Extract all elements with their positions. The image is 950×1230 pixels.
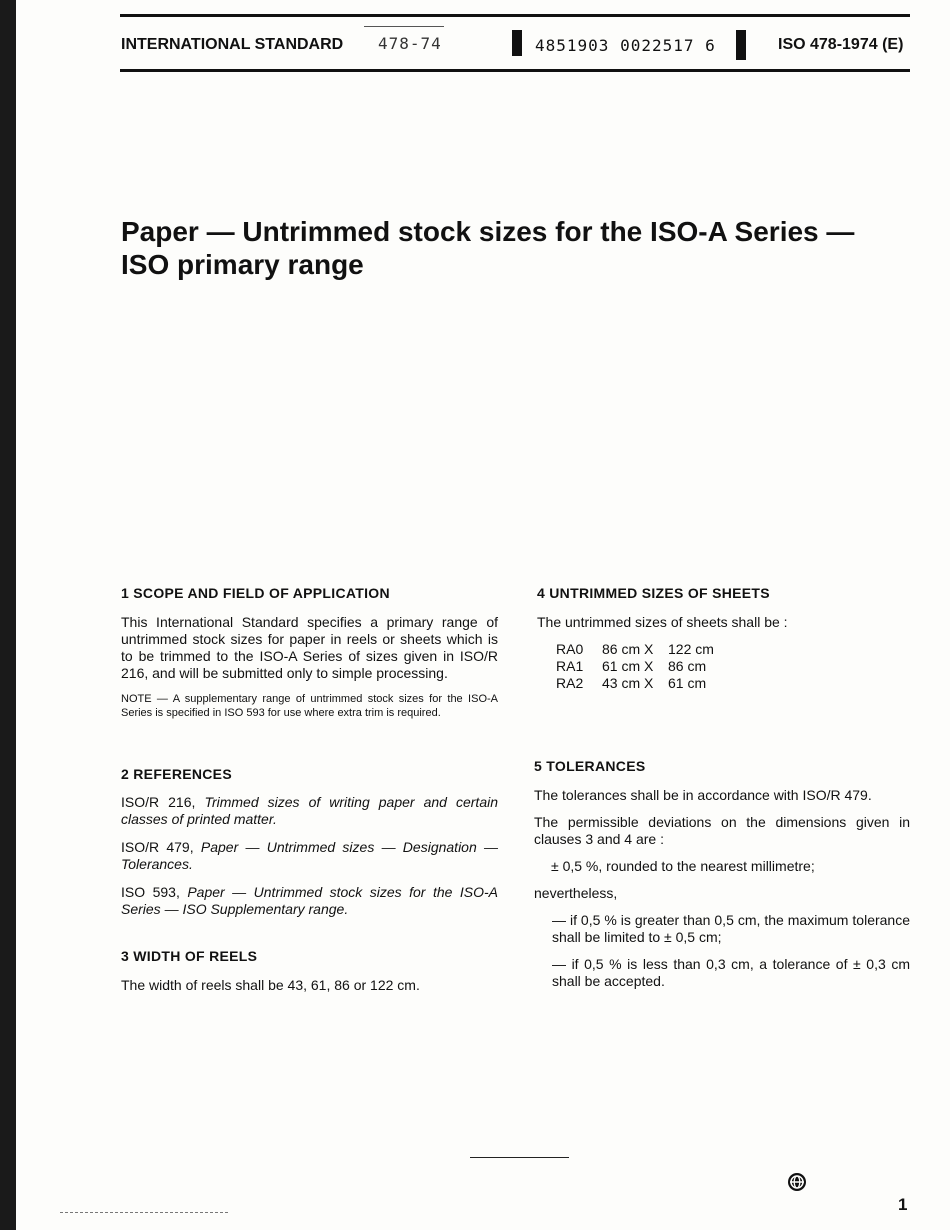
footer-rule	[470, 1157, 569, 1158]
reference-code: ISO/R 479,	[121, 839, 194, 855]
section-5-para-3: ± 0,5 %, rounded to the nearest millimetre;	[551, 858, 815, 874]
size-row	[556, 641, 910, 658]
size-width: 86 cm X	[602, 641, 654, 657]
reference-title: Trimmed sizes of writing paper and certain classes of printed matter.	[121, 794, 499, 827]
reference-title: Paper — Untrimmed sizes — Designation — Tolerances.	[121, 839, 498, 872]
handwritten-code: 478-74	[378, 34, 442, 53]
section-1	[121, 585, 498, 720]
size-row	[556, 658, 910, 675]
header-label: INTERNATIONAL STANDARD	[121, 36, 344, 53]
reference-item	[121, 794, 498, 828]
title-line-1: Paper — Untrimmed stock sizes for the ISO-A Series —	[121, 216, 855, 247]
iso-logo-icon	[787, 1172, 807, 1197]
section-4	[537, 585, 910, 692]
header-bottom-rule	[120, 69, 910, 72]
section-1-body: This International Standard specifies a primary range of untrimmed stock sizes for paper in reels or sheets which is to be trimmed to the ISO-A Series of sizes given in ISO/R 216, and will be submitted only to simple processing.	[121, 614, 498, 681]
section-3	[121, 948, 498, 994]
size-name: RA2	[556, 675, 584, 691]
section-5	[534, 758, 910, 990]
section-4-heading: 4 UNTRIMMED SIZES OF SHEETS	[537, 585, 770, 601]
barcode-text: 4851903 0022517 6	[535, 36, 716, 55]
section-2-heading: 2 REFERENCES	[121, 766, 232, 782]
barcode-bar-left	[512, 30, 522, 56]
header-top-rule	[120, 14, 910, 17]
size-name: RA1	[556, 658, 584, 674]
tolerance-item-2: — if 0,5 % is less than 0,3 cm, a tolerance of ± 0,3 cm shall be accepted.	[552, 956, 910, 989]
sizes-table	[556, 641, 910, 692]
section-1-heading: 1 SCOPE AND FIELD OF APPLICATION	[121, 585, 390, 601]
scan-edge	[0, 0, 16, 1230]
reference-code: ISO/R 216,	[121, 794, 196, 810]
size-height: 122 cm	[668, 641, 714, 657]
document-id: ISO 478-1974 (E)	[778, 36, 904, 53]
scan-mark	[60, 1212, 228, 1214]
tolerance-item-1: — if 0,5 % is greater than 0,5 cm, the maximum tolerance shall be limited to ± 0,5 cm;	[552, 912, 910, 945]
section-3-heading: 3 WIDTH OF REELS	[121, 948, 258, 964]
title-line-2: ISO primary range	[121, 249, 364, 280]
reference-item	[121, 884, 498, 918]
size-height: 61 cm	[668, 675, 707, 691]
section-1-note: NOTE — A supplementary range of untrimmed stock sizes for the ISO-A Series is specified in ISO 593 for use where extra trim is required.	[121, 693, 498, 719]
size-width: 43 cm X	[602, 675, 654, 691]
size-row	[556, 675, 910, 692]
page-number: 1	[898, 1195, 908, 1214]
section-5-para-1: The tolerances shall be in accordance with ISO/R 479.	[534, 787, 872, 803]
size-width: 61 cm X	[602, 658, 654, 674]
section-5-para-2: The permissible deviations on the dimensions given in clauses 3 and 4 are :	[534, 814, 910, 847]
reference-title: Paper — Untrimmed stock sizes for the ISO-A Series — ISO Supplementary range.	[121, 884, 499, 917]
section-4-intro: The untrimmed sizes of sheets shall be :	[537, 614, 788, 630]
code-overline	[364, 26, 444, 27]
size-name: RA0	[556, 641, 584, 657]
barcode-bar-right	[736, 30, 746, 60]
section-3-body: The width of reels shall be 43, 61, 86 or 122 cm.	[121, 977, 420, 993]
reference-item	[121, 839, 498, 873]
size-height: 86 cm	[668, 658, 707, 674]
section-5-heading: 5 TOLERANCES	[534, 758, 646, 774]
section-2	[121, 766, 498, 918]
reference-code: ISO 593,	[121, 884, 180, 900]
page-title	[121, 215, 881, 281]
section-5-para-4: nevertheless,	[534, 885, 618, 901]
